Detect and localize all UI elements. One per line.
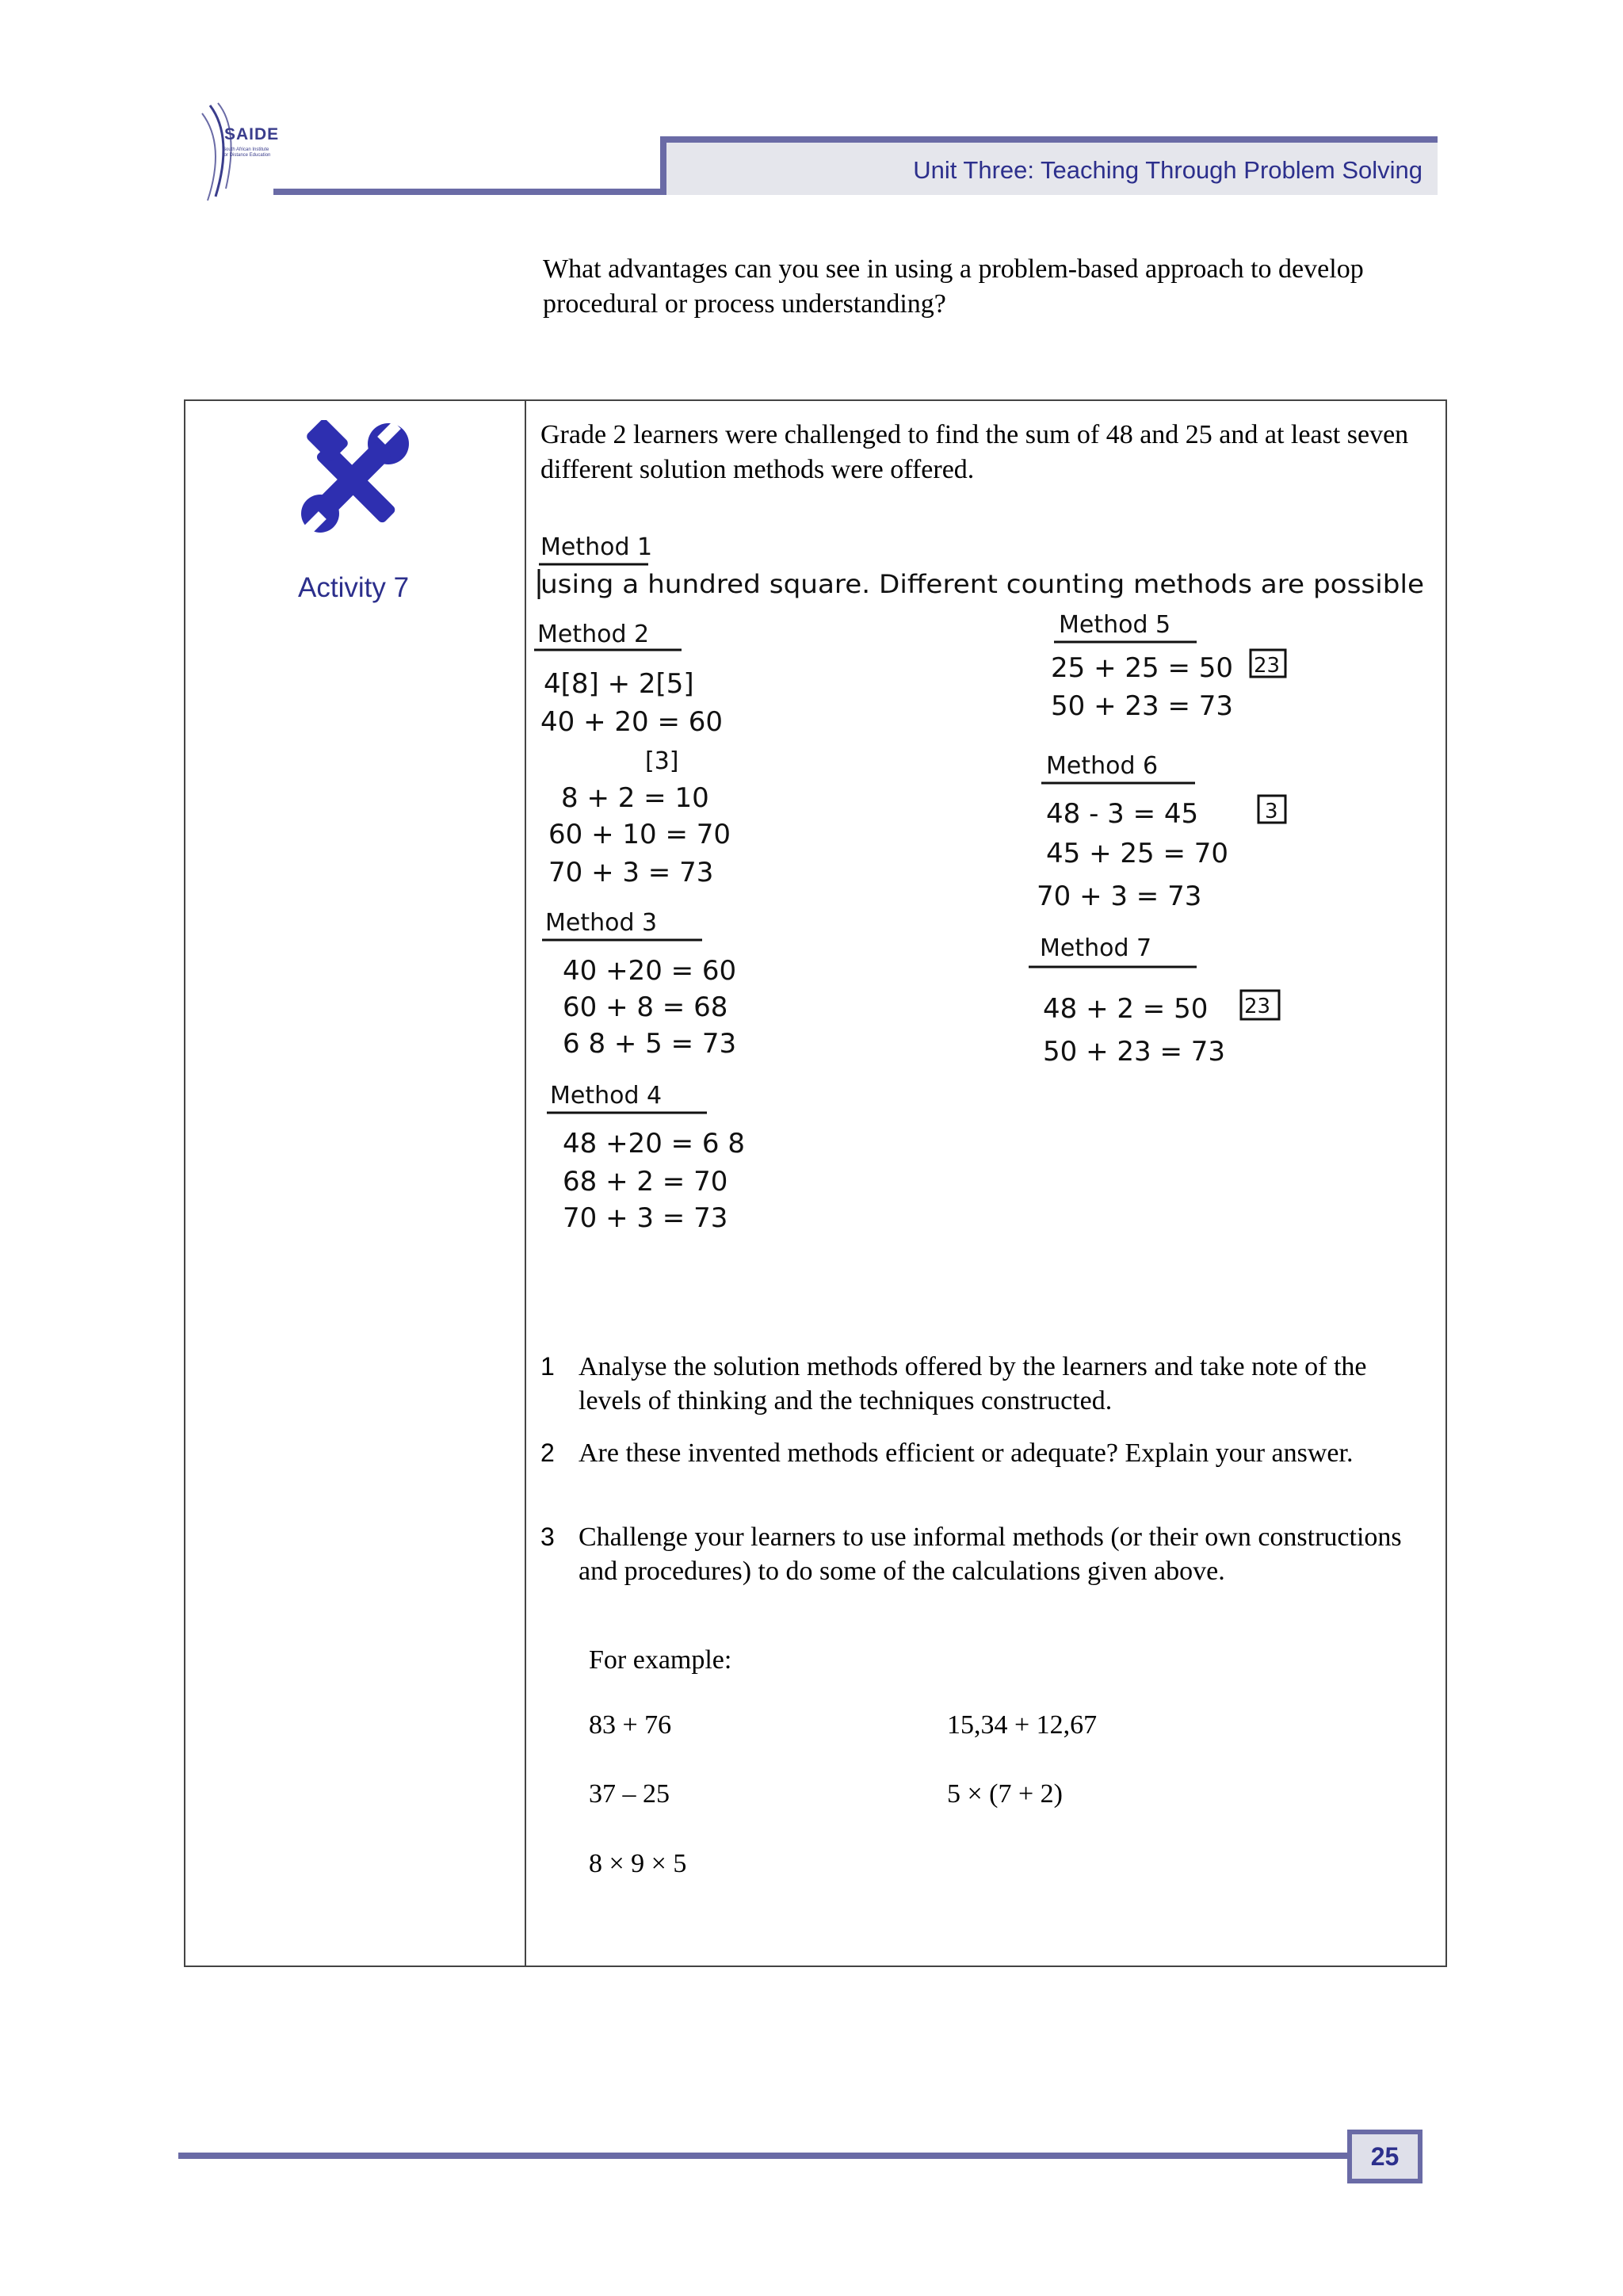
method4-line-3: 70 + 3 = 73 (563, 1202, 728, 1234)
question-2-number: 2 (540, 1438, 555, 1467)
method7-box: 23 (1244, 995, 1271, 1018)
example-1: 83 + 76 (589, 1710, 672, 1740)
activity-label: Activity 7 (298, 572, 410, 603)
method5-box: 23 (1254, 654, 1281, 678)
method1-text: using a hundred square. Different counting methods are possible (540, 569, 1424, 599)
question-2-text: Are these invented methods efficient or adequate? Explain your answer. (579, 1438, 1354, 1468)
question-1-text: Analyse the solution methods offered by the learners and take note of the levels of thinking and the techniques constructed. (579, 1352, 1367, 1415)
method1-title: Method 1 (540, 533, 653, 561)
question-3 (540, 1520, 1436, 1588)
method3-title: Method 3 (545, 909, 658, 937)
question-1-number: 1 (540, 1352, 555, 1381)
method7-title: Method 7 (1040, 934, 1152, 962)
example-5: 8 × 9 × 5 (589, 1849, 687, 1878)
method-4 (547, 1082, 745, 1234)
method7-line-2: 50 + 23 = 73 (1043, 1036, 1225, 1068)
method5-line-2: 50 + 23 = 73 (1051, 690, 1233, 722)
method-5 (1051, 611, 1285, 722)
intro-question: What advantages can you see in using a problem-based approach to develop procedural or process understanding? (543, 254, 1364, 319)
question-2 (540, 1436, 1436, 1470)
method-1 (539, 533, 1424, 599)
method7-line-1: 48 + 2 = 50 (1043, 993, 1209, 1025)
question-1 (540, 1350, 1436, 1418)
method-7 (1029, 934, 1279, 1068)
activity-intro: Grade 2 learners were challenged to find the sum of 48 and 25 and at least seven different solution methods were offered. (540, 420, 1409, 484)
method3-line-2: 60 + 8 = 68 (563, 991, 728, 1023)
method3-line-1: 40 +20 = 60 (563, 955, 737, 987)
method2-line-5: 60 + 10 = 70 (548, 819, 731, 850)
example-4: 5 × (7 + 2) (947, 1779, 1063, 1809)
handwritten-solutions-image (531, 529, 1442, 1243)
method4-line-1: 48 +20 = 6 8 (563, 1128, 745, 1159)
question-3-number: 3 (540, 1522, 555, 1551)
activity-column-divider (525, 399, 526, 1967)
method6-title: Method 6 (1046, 752, 1159, 780)
method2-line-3: [3] (645, 747, 679, 775)
method4-title: Method 4 (550, 1082, 663, 1110)
example-3: 37 – 25 (589, 1779, 670, 1809)
method-6 (1037, 752, 1285, 912)
method6-line-2: 45 + 25 = 70 (1046, 838, 1228, 869)
example-label: For example: (589, 1645, 732, 1675)
method6-line-1: 48 - 3 = 45 (1046, 798, 1199, 830)
method2-title: Method 2 (537, 621, 650, 648)
method5-line-1: 25 + 25 = 50 (1051, 652, 1233, 684)
method2-line-1: 4[8] + 2[5] (544, 668, 694, 700)
method6-box: 3 (1265, 800, 1278, 823)
logo-subtext: South African Institute for Distance Education (223, 147, 271, 158)
page-number: 25 (1352, 2134, 1418, 2179)
method2-line-2: 40 + 20 = 60 (540, 706, 723, 738)
tools-icon (295, 420, 414, 535)
method-2 (534, 621, 731, 888)
method6-line-3: 70 + 3 = 73 (1037, 881, 1202, 912)
footer-rule (178, 2153, 1353, 2159)
method2-line-6: 70 + 3 = 73 (548, 857, 714, 888)
header-rule (273, 189, 665, 195)
method4-line-2: 68 + 2 = 70 (563, 1166, 728, 1198)
question-3-text: Challenge your learners to use informal methods (or their own constructions and procedures) to do some of the calculations given above. (579, 1522, 1402, 1586)
method5-title: Method 5 (1059, 611, 1171, 639)
logo-text: SAIDE (224, 125, 280, 143)
method-3 (542, 909, 736, 1060)
example-2: 15,34 + 12,67 (947, 1710, 1098, 1740)
method2-line-4: 8 + 2 = 10 (561, 782, 709, 814)
page-number-box (1347, 2130, 1423, 2183)
method3-line-3: 6 8 + 5 = 73 (563, 1028, 737, 1060)
unit-title: Unit Three: Teaching Through Problem Solving (913, 156, 1423, 184)
